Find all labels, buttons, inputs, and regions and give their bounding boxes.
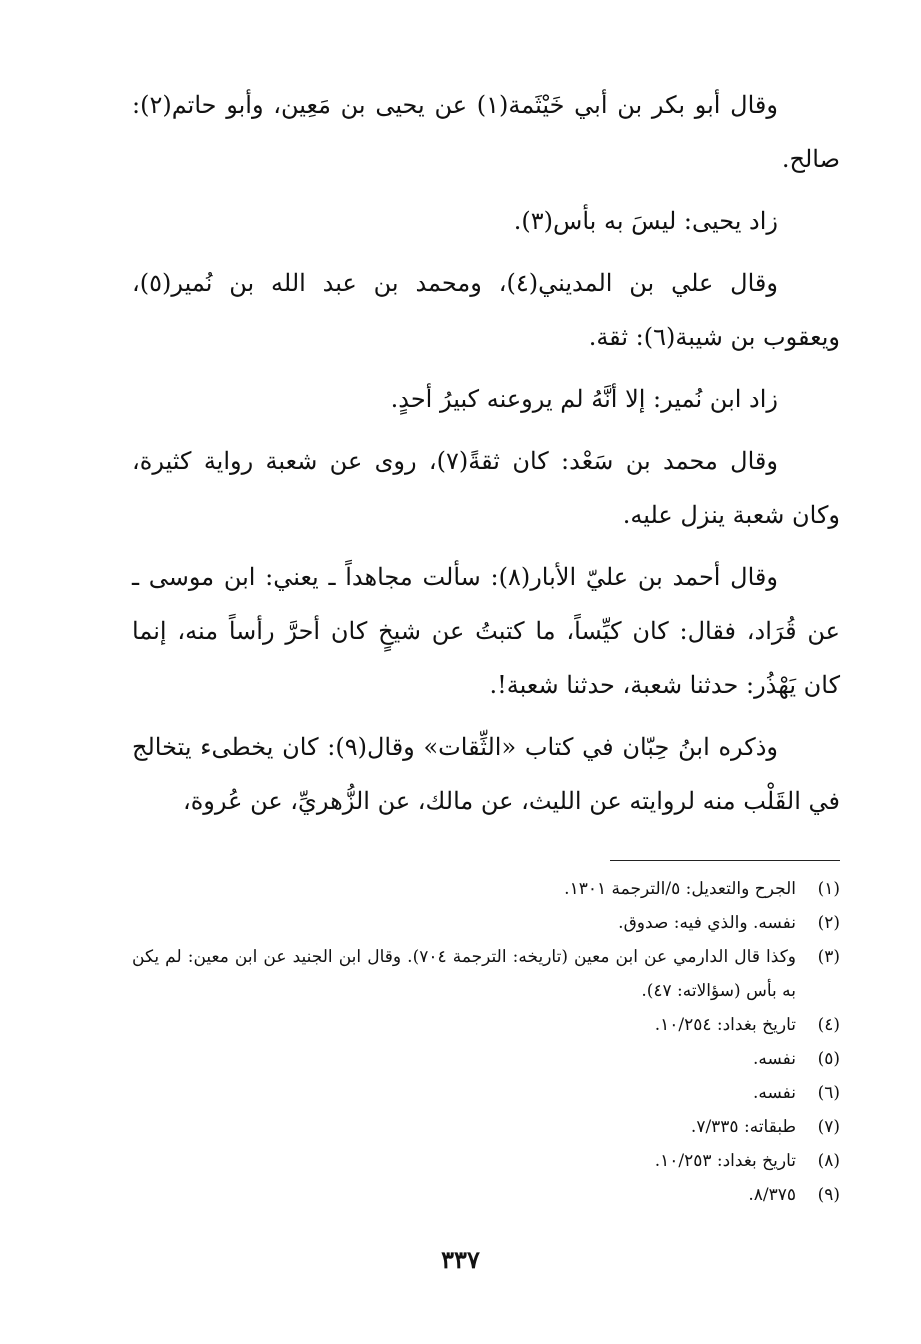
footnote-number: (٣) (817, 947, 840, 967)
footnote-text: وكذا قال الدارمي عن ابن معين (تاريخه: الترجمة ٧٠٤). وقال ابن الجنيد عن ابن معين: لم يكن به بأس (سؤالاته: ٤٧). (132, 947, 796, 1001)
footnote-item (132, 1042, 840, 1076)
footnote-text: نفسه. (752, 1049, 796, 1069)
paragraph: زاد ابن نُمير: إلا أنَّهُ لم يروعنه كبيرُ أحدٍ. (390, 385, 778, 413)
footnote-text: نفسه. والذي فيه: صدوق. (618, 913, 796, 933)
footnote-number: (٤) (817, 1015, 840, 1035)
footnote-item (132, 872, 840, 906)
paragraph: وقال أبو بكر بن أبي خَيْثَمة(١) عن يحيى بن مَعِين، وأبو حاتم(٢): صالح. (132, 91, 840, 173)
footnote-item (132, 1076, 840, 1110)
footnote-text: طبقاته: ٧/٣٣٥. (690, 1117, 796, 1137)
footnote-text: نفسه. (752, 1083, 796, 1103)
footnote-number: (٥) (817, 1049, 840, 1069)
footnote-number: (٦) (817, 1083, 840, 1103)
footnote-item (132, 906, 840, 940)
main-text (132, 78, 840, 836)
paragraph: وقال أحمد بن عليّ الأبار(٨): سألت مجاهداً ـ يعني: ابن موسى ـ عن قُرَاد، فقال: كان كيِّساً، ما كتبتُ عن شيخٍ كان أحرَّ رأساً منه، إنما كان يَهْذُر: حدثنا شعبة، حدثنا شعبة!. (132, 563, 840, 699)
paragraph: زاد يحيى: ليسَ به بأس(٣). (513, 207, 778, 235)
footnote-number: (٧) (817, 1117, 840, 1137)
footnote-item (132, 940, 840, 1008)
footnote-item (132, 1144, 840, 1178)
footnotes-list (132, 872, 840, 1212)
footnote-number: (٢) (817, 913, 840, 933)
footnote-text: ٨/٣٧٥. (748, 1185, 796, 1205)
footnote-number: (٩) (817, 1185, 840, 1205)
paragraph: وقال علي بن المديني(٤)، ومحمد بن عبد الله بن نُمير(٥)، ويعقوب بن شيبة(٦): ثقة. (132, 269, 840, 351)
page-number: ٣٣٧ (441, 1245, 480, 1274)
footnote-item (132, 1110, 840, 1144)
paragraph: وذكره ابنُ حِبّان في كتاب «الثِّقات» وقال(٩): كان يخطىء يتخالج في القَلْب منه لروايته عن الليث، عن مالك، عن الزُّهريِّ، عن عُروة، (132, 733, 840, 815)
footnote-number: (١) (817, 879, 840, 899)
footnote-number: (٨) (817, 1151, 840, 1171)
footnote-divider (610, 860, 840, 861)
footnote-text: الجرح والتعديل: ٥/الترجمة ١٣٠١. (564, 879, 796, 899)
paragraph: وقال محمد بن سَعْد: كان ثقةً(٧)، روى عن شعبة رواية كثيرة، وكان شعبة ينزل عليه. (132, 447, 840, 529)
footnote-item (132, 1178, 840, 1212)
footnote-text: تاريخ بغداد: ١٠/٢٥٤. (654, 1015, 796, 1035)
footnote-item (132, 1008, 840, 1042)
footnote-text: تاريخ بغداد: ١٠/٢٥٣. (654, 1151, 796, 1171)
